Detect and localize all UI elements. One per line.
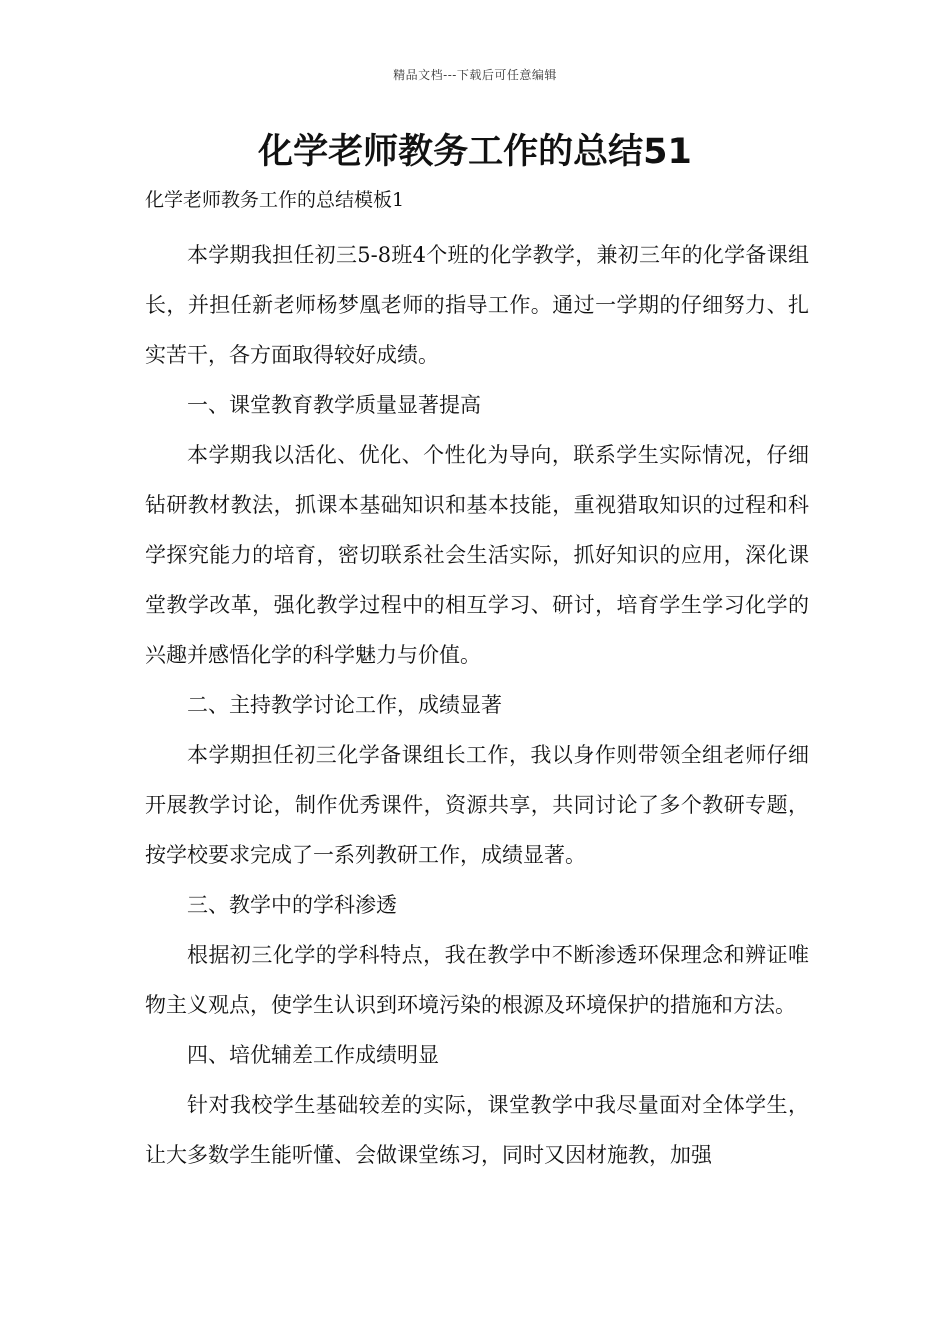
- header-note: 精品文档---下载后可任意编辑: [393, 68, 557, 82]
- intro-paragraph: 本学期我担任初三5-8班4个班的化学教学，兼初三年的化学备课组长，并担任新老师杨梦凰老师的指导工作。通过一学期的仔细努力、扎实苦干，各方面取得较好成绩。: [145, 243, 809, 367]
- section-heading-4: 四、培优辅差工作成绩明显: [187, 1043, 439, 1067]
- section-paragraph-1: 本学期我以活化、优化、个性化为导向，联系学生实际情况，仔细钻研教材教法，抓课本基础知识和基本技能，重视猎取知识的过程和科学探究能力的培育，密切联系社会生活实际，抓好知识的应用，深化课堂教学改革，强化教学过程中的相互学习、研讨，培育学生学习化学的兴趣并感悟化学的科学魅力与价值。: [145, 443, 809, 667]
- document-subtitle: 化学老师教务工作的总结模板1: [145, 189, 405, 211]
- section-paragraph-3: 根据初三化学的学科特点，我在教学中不断渗透环保理念和辨证唯物主义观点，使学生认识到环境污染的根源及环境保护的措施和方法。: [145, 943, 809, 1017]
- section-heading-1: 一、课堂教育教学质量显著提高: [187, 393, 481, 417]
- document-body: [145, 230, 809, 1180]
- section-paragraph-4: 针对我校学生基础较差的实际，课堂教学中我尽量面对全体学生，让大多数学生能听懂、会做课堂练习，同时又因材施教，加强: [145, 1093, 809, 1167]
- document-title: 化学老师教务工作的总结51: [258, 132, 692, 172]
- section-heading-3: 三、教学中的学科渗透: [187, 893, 397, 917]
- section-paragraph-2: 本学期担任初三化学备课组长工作，我以身作则带领全组老师仔细开展教学讨论，制作优秀课件，资源共享，共同讨论了多个教研专题，按学校要求完成了一系列教研工作，成绩显著。: [145, 743, 809, 867]
- section-heading-2: 二、主持教学讨论工作，成绩显著: [187, 693, 502, 717]
